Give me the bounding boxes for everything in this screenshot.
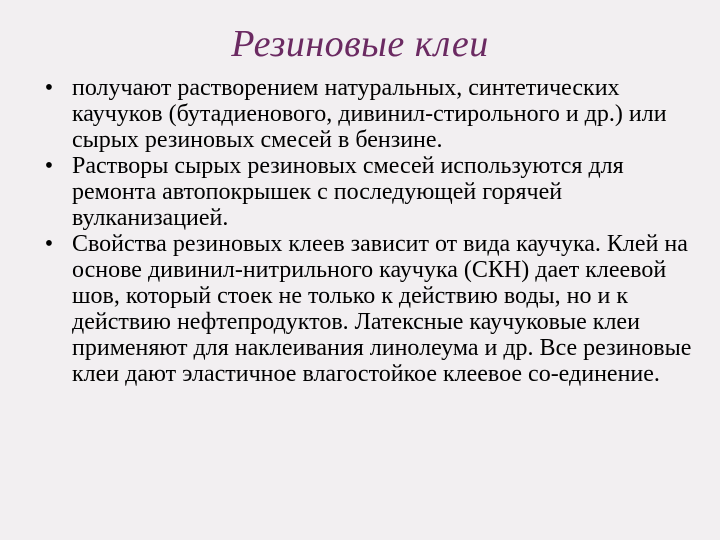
- bullet-list: [36, 75, 696, 387]
- bullet-text-3: Свойства резиновых клеев зависит от вида каучука. Клей на основе дивинил-нитрильного каучука (СКН) дает клеевой шов, который стоек не только к действию воды, но и к действию нефтепродуктов. Латексные каучуковые клеи применяют для наклеивания линолеума и др. Все резиновые клеи дают эластичное влагостойкое клеевое со-единение.: [72, 231, 692, 387]
- bullet-text-1: получают растворением натуральных, синтетических каучуков (бутадиенового, дивинил-стирольного и др.) или сырых резиновых смесей в бензине.: [72, 75, 667, 153]
- bullet-text-2: Растворы сырых резиновых смесей используются для ремонта автопокрышек с последующей горячей вулканизацией.: [72, 153, 624, 231]
- bullet-icon: •: [44, 75, 54, 101]
- bullet-item-2: [36, 153, 696, 231]
- bullet-icon: •: [44, 153, 54, 179]
- bullet-icon: •: [44, 231, 54, 257]
- slide-title: Резиновые клеи: [231, 23, 489, 65]
- bullet-item-3: [36, 231, 696, 387]
- bullet-item-1: [36, 75, 696, 153]
